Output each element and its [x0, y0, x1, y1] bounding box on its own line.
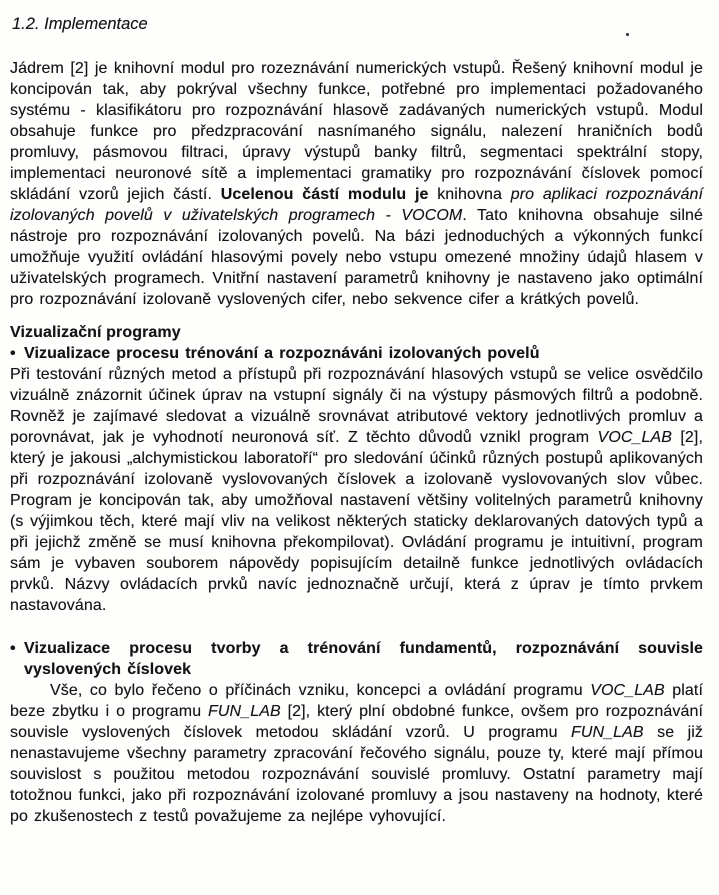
- text-segment: knihovna: [428, 186, 511, 203]
- text-segment: . Tato knihovna obsahuje silné nástroje pro rozpoznávání izolovaných povelů. Na bázi jednoduchých a výkonných funkcí umožňuje využití ovládání hlasovými povely nebo vstupu omezené množiny údajů hlasem v uživatelských programech. Vnitřní nastavení parametrů knihovny je nastaveno jako optimální pro rozpoznávání izolovaně vyslovených cifer, nebo sekvence cifer a krátkých povelů.: [10, 207, 703, 308]
- paragraph-funlab: [10, 680, 703, 827]
- text-segment: Jádrem [2] je knihovní modul pro rozeznávání numerických vstupů. Řešený knihovní modul je koncipován tak, aby pokrýval všechny funkce, potřebné pro implementaci požadovaného systému - klasifikátoru pro rozpoznávání hlasově zadávaných numerických vstupů. Modul obsahuje funkce pro předzpracování nasnímaného signálu, nalezení hraničních bodů promluvy, pásmovou filtraci, úpravy výstupů banky filtrů, segmentaci spektrální stopy, implementaci neuronové sítě a implementaci gramatiky pro rozpoznávání číslovek pomocí skládání vzorů jejich částí.: [10, 60, 703, 203]
- text-segment: [2], který je jakousi „alchymistickou laboratoří“ pro sledování účinků různých postupů aplikovaných při rozpoznávání izolovaně vyslovovaných číslovek a izolovaně vyslovovaných slov vůbec. Program je koncipován tak, aby umožňoval nastavení většiny volitelných parametrů knihovny (s výjimkou těch, které mají vliv na velikost některých staticky deklarovaných datových typů a při jejichž změně se musí knihovna překompilovat). Ovládání programu je intuitivní, program sám je vybaven souborem nápovědy popisujícím detailně funkce jednotlivých ovládacích prvků. Názvy ovládacích prvků navíc jednoznačně určují, která z úprav je tímto prvkem nastavována.: [10, 429, 703, 614]
- bullet-item-continuous-numerals: [10, 638, 703, 680]
- text-segment: FUN_LAB: [208, 703, 281, 720]
- scan-speck: [626, 33, 629, 36]
- paragraph-voclab: [10, 364, 703, 616]
- section-heading: 1.2. Implementace: [12, 15, 148, 33]
- bullet-item-isolated-commands: [10, 343, 703, 364]
- text-segment: pro aplikaci rozpoznávání izolovaných povelů v uživatelských programech - VOCOM: [10, 186, 703, 224]
- text-segment: se již nenastavujeme všechny parametry zpracování řečového signálu, pouze ty, které mají přímou souvislost s použitou metodou rozpoznávání souvislé promluvy. Ostatní parametry mají totožnou funkci, jako při rozpoznávání izolované promluvy a jsou nastaveny na hodnoty, které po zkušenostech z testů považujeme za nejlépe vyhovující.: [10, 724, 703, 825]
- bullet-title: Vizualizace procesu trénování a rozpoznáváni izolovaných povelů: [24, 345, 540, 362]
- bullet-title: Vizualizace procesu tvorby a trénování fundamentů, rozpoznávání souvisle vyslovených číslovek: [24, 640, 703, 678]
- text-segment: VOC_LAB: [590, 682, 665, 699]
- bullet-icon: •: [10, 345, 16, 362]
- text-segment: Při testování různých metod a přístupů při rozpoznávání hlasových vstupů se velice osvědčilo vizuálně znázornit účinek úprav na vstupní signály či na výstupy pásmových filtrů a podobně. Rovněž je zajímavé sledovat a vizuálně srovnávat atributové vektory jednotlivých promluv a porovnávat, jak je vyhodnotí neuronová síť. Z těchto důvodů vznikl program: [10, 366, 703, 446]
- paragraph-library-module: [10, 58, 703, 310]
- text-segment: Vše, co bylo řečeno o příčinách vzniku, koncepci a ovládání programu: [50, 682, 591, 699]
- subsection-heading-visualization-programs: Vizualizační programy: [10, 324, 181, 341]
- text-segment: VOC_LAB: [597, 429, 673, 446]
- text-segment: Ucelenou částí modulu je: [220, 186, 429, 203]
- text-segment: [2], který plní obdobné funkce, ovšem pro rozpoznávání souvisle vyslovených číslovek metodou skládání vzorů. U programu: [10, 703, 704, 741]
- text-segment: platí beze zbytku i o programu: [10, 682, 703, 720]
- text-segment: FUN_LAB: [570, 724, 644, 741]
- bullet-icon: •: [10, 640, 16, 657]
